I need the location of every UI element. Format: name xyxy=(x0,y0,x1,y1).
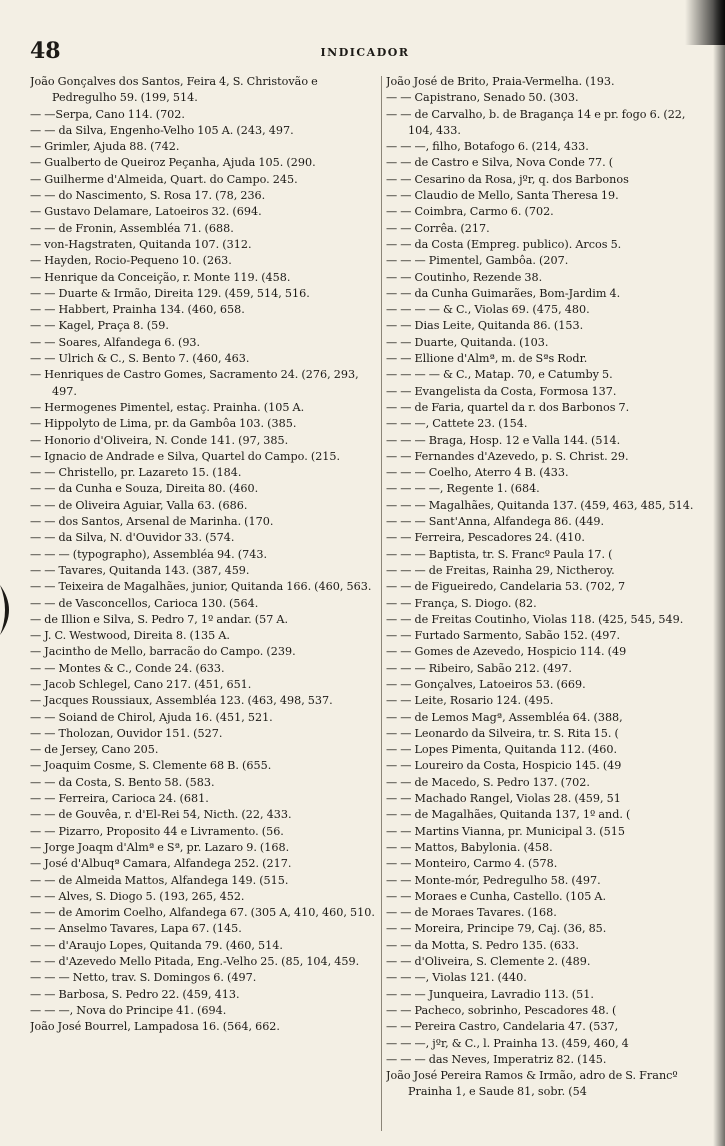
directory-entry: — — da Costa (Empreg. publico). Arcos 5. xyxy=(386,237,622,251)
directory-entry: — — de Amorim Coelho, Alfandega 67. (305 A, 410, 460, 510. xyxy=(30,906,375,920)
directory-entry: — — Pereira Castro, Candelaria 47. (537, xyxy=(386,1020,619,1034)
directory-entry: — — — de Freitas, Rainha 29, Nictheroy. xyxy=(386,563,615,577)
directory-entry: — — — das Neves, Imperatriz 82. (145. xyxy=(386,1052,607,1066)
directory-entry: — — Dias Leite, Quitanda 86. (153. xyxy=(386,319,584,333)
directory-entry: — — — Coelho, Aterro 4 B. (433. xyxy=(386,466,569,480)
directory-entry: — — da Cunha e Souza, Direita 80. (460. xyxy=(30,482,259,496)
directory-entry: — —Serpa, Cano 114. (702. xyxy=(30,107,185,121)
page-header xyxy=(30,38,700,68)
directory-entry: — — de Vasconcellos, Carioca 130. (564. xyxy=(30,596,259,610)
directory-entry: — — Monte-mór, Pedregulho 58. (497. xyxy=(386,873,601,887)
directory-entry: — — da Silva, Engenho-Velho 105 A. (243, 497. xyxy=(30,123,294,137)
directory-entry: — — Alves, S. Diogo 5. (193, 265, 452. xyxy=(30,889,245,903)
directory-entry: — — Christello, pr. Lazareto 15. (184. xyxy=(30,466,242,480)
directory-entry: — — Pacheco, sobrinho, Pescadores 48. ( xyxy=(386,1003,617,1017)
directory-entry: — — Tavares, Quitanda 143. (387, 459. xyxy=(30,563,250,577)
directory-entry: — — Soiand de Chirol, Ajuda 16. (451, 521. xyxy=(30,710,273,724)
directory-entry: — — de Lemos Magª, Assembléa 64. (388, xyxy=(386,710,623,724)
directory-entry: — — Moreira, Principe 79, Caj. (36, 85. xyxy=(386,922,607,936)
directory-entry: — — Coimbra, Carmo 6. (702. xyxy=(386,205,554,219)
directory-entry: — — — — & C., Matap. 70, e Catumby 5. xyxy=(386,368,613,382)
directory-entry: — — —, Nova do Principe 41. (694. xyxy=(30,1003,227,1017)
directory-entry: — — Fernandes d'Azevedo, p. S. Christ. 29. xyxy=(386,449,629,463)
directory-entry: — — da Silva, N. d'Ouvidor 33. (574. xyxy=(30,531,235,545)
directory-entry: — — Montes & C., Conde 24. (633. xyxy=(30,661,225,675)
directory-entry: — — de Moraes Tavares. (168. xyxy=(386,906,557,920)
directory-entry: — — Leonardo da Silveira, tr. S. Rita 15. ( xyxy=(386,726,619,740)
directory-entry: — — —, Cattete 23. (154. xyxy=(386,417,528,431)
directory-entry: — — da Motta, S. Pedro 135. (633. xyxy=(386,938,579,952)
directory-entry: — Gualberto de Queiroz Peçanha, Ajuda 105. (290. xyxy=(30,156,316,170)
directory-entry: — — Claudio de Mello, Santa Theresa 19. xyxy=(386,189,619,203)
directory-entry: — — d'Azevedo Mello Pitada, Eng.-Velho 25. (85, 104, 459. xyxy=(30,955,360,969)
directory-entry: — Hippolyto de Lima, pr. da Gambôa 103. (385. xyxy=(30,417,297,431)
left-column xyxy=(30,74,378,1136)
directory-entry: — — — —, Regente 1. (684. xyxy=(386,482,540,496)
page-number: 48 xyxy=(30,38,61,64)
directory-entry: — — Capistrano, Senado 50. (303. xyxy=(386,91,579,105)
directory-entry: — — Furtado Sarmento, Sabão 152. (497. xyxy=(386,629,621,643)
directory-entry: — — de Oliveira Aguiar, Valla 63. (686. xyxy=(30,498,248,512)
directory-entry: — Honorio d'Oliveira, N. Conde 141. (97, 385. xyxy=(30,433,289,447)
directory-entry: — — Ferreira, Pescadores 24. (410. xyxy=(386,531,585,545)
directory-entry: — — Coutinho, Rezende 38. xyxy=(386,270,543,284)
directory-entry: — de Jersey, Cano 205. xyxy=(30,743,159,757)
directory-entry: — Ignacio de Andrade e Silva, Quartel do Campo. (215. xyxy=(30,449,341,463)
directory-entry: — Jorge Joaqm d'Almª e Sª, pr. Lazaro 9. (168. xyxy=(30,840,290,854)
directory-entry: — — de Magalhães, Quitanda 137, 1º and. ( xyxy=(386,808,631,822)
directory-entry: — — Tholozan, Ouvidor 151. (527. xyxy=(30,726,223,740)
directory-entry: — — Ellione d'Almª, m. de Sªs Rodr. xyxy=(386,352,588,366)
directory-entry: — — dos Santos, Arsenal de Marinha. (170. xyxy=(30,515,274,529)
directory-entry: — — —, Violas 121. (440. xyxy=(386,971,527,985)
directory-entry: — — França, S. Diogo. (82. xyxy=(386,596,537,610)
directory-entry: — — — Netto, trav. S. Domingos 6. (497. xyxy=(30,971,257,985)
directory-entry: — — da Cunha Guimarães, Bom-Jardim 4. xyxy=(386,286,621,300)
directory-entry: — — Leite, Rosario 124. (495. xyxy=(386,694,554,708)
directory-entry: — Hayden, Rocio-Pequeno 10. (263. xyxy=(30,254,232,268)
binding-mark-icon xyxy=(0,580,22,640)
directory-entry: — — Moraes e Cunha, Castello. (105 A. xyxy=(386,889,607,903)
directory-entry: João Gonçalves dos Santos, Feira 4, S. Christovão e Pedregulho 59. (199, 514. xyxy=(30,75,318,105)
directory-entry: — — —, filho, Botafogo 6. (214, 433. xyxy=(386,140,589,154)
directory-entry: — — Duarte, Quitanda. (103. xyxy=(386,335,549,349)
directory-entry: — Jacob Schlegel, Cano 217. (451, 651. xyxy=(30,677,252,691)
directory-entry: — — Ulrich & C., S. Bento 7. (460, 463. xyxy=(30,352,250,366)
directory-entry: — — — Magalhães, Quitanda 137. (459, 463, 485, 514. xyxy=(386,498,694,512)
directory-entry: — — — Sant'Anna, Alfandega 86. (449. xyxy=(386,515,605,529)
directory-entry: — — de Freitas Coutinho, Violas 118. (425, 545, 549. xyxy=(386,612,684,626)
directory-entry: — Henriques de Castro Gomes, Sacramento 24. (276, 293, 497. xyxy=(30,368,359,398)
directory-entry: — J. C. Westwood, Direita 8. (135 A. xyxy=(30,629,230,643)
directory-entry: — — de Macedo, S. Pedro 137. (702. xyxy=(386,775,590,789)
directory-entry: — Jacques Roussiaux, Assembléa 123. (463, 498, 537. xyxy=(30,694,333,708)
directory-entry: — Gustavo Delamare, Latoeiros 32. (694. xyxy=(30,205,262,219)
directory-entry: — — Gomes de Azevedo, Hospicio 114. (49 xyxy=(386,645,627,659)
directory-entry: — — de Figueiredo, Candelaria 53. (702, 7 xyxy=(386,580,626,594)
directory-entry: — — Lopes Pimenta, Quitanda 112. (460. xyxy=(386,743,618,757)
running-title: INDICADOR xyxy=(320,46,410,59)
directory-entry: — — Barbosa, S. Pedro 22. (459, 413. xyxy=(30,987,240,1001)
directory-entry: — — Evangelista da Costa, Formosa 137. xyxy=(386,384,617,398)
directory-entry: — — Duarte & Irmão, Direita 129. (459, 514, 516. xyxy=(30,286,310,300)
directory-entry: — de Illion e Silva, S. Pedro 7, 1º andar. (57 A. xyxy=(30,612,289,626)
directory-entry: — — — (typographo), Assembléa 94. (743. xyxy=(30,547,268,561)
directory-entry: — — — Ribeiro, Sabão 212. (497. xyxy=(386,661,572,675)
directory-entry: — Jacintho de Mello, barracão do Campo. (239. xyxy=(30,645,296,659)
directory-entry: — Joaquim Cosme, S. Clemente 68 B. (655. xyxy=(30,759,272,773)
directory-entry: — — d'Oliveira, S. Clemente 2. (489. xyxy=(386,955,591,969)
directory-entry: — — Habbert, Prainha 134. (460, 658. xyxy=(30,303,245,317)
directory-entry: — — da Costa, S. Bento 58. (583. xyxy=(30,775,215,789)
directory-entry: — — — Junqueira, Lavradio 113. (51. xyxy=(386,987,594,1001)
directory-entry: — — Ferreira, Carioca 24. (681. xyxy=(30,792,209,806)
directory-entry: — — — Pimentel, Gambôa. (207. xyxy=(386,254,569,268)
directory-entry: — Hermogenes Pimentel, estaç. Prainha. (105 A. xyxy=(30,400,305,414)
directory-entry: — — de Castro e Silva, Nova Conde 77. ( xyxy=(386,156,614,170)
directory-entry: — — Mattos, Babylonia. (458. xyxy=(386,840,553,854)
directory-entry: — — Gonçalves, Latoeiros 53. (669. xyxy=(386,677,586,691)
directory-entry: — Guilherme d'Almeida, Quart. do Campo. 245. xyxy=(30,172,298,186)
directory-entry: — — de Fronin, Assembléa 71. (688. xyxy=(30,221,234,235)
directory-entry: — — — — & C., Violas 69. (475, 480. xyxy=(386,303,590,317)
directory-entry: — — de Faria, quartel da r. dos Barbonos 7. xyxy=(386,400,630,414)
directory-entry: — — Loureiro da Costa, Hospicio 145. (49 xyxy=(386,759,622,773)
directory-entry: — — Machado Rangel, Violas 28. (459, 51 xyxy=(386,792,621,806)
directory-entry: — — Soares, Alfandega 6. (93. xyxy=(30,335,201,349)
directory-entry: — — Teixeira de Magalhães, junior, Quitanda 166. (460, 563. xyxy=(30,580,372,594)
directory-entry: — — de Carvalho, b. de Bragança 14 e pr. fogo 6. (22, 104, 433. xyxy=(386,107,686,137)
page-edge-shadow xyxy=(713,0,725,1146)
directory-entry: — — —, jºr, & C., l. Prainha 13. (459, 460, 4 xyxy=(386,1036,629,1050)
directory-entry: — Grimler, Ajuda 88. (742. xyxy=(30,140,180,154)
right-column xyxy=(386,74,708,1136)
directory-entry: — — Pizarro, Proposito 44 e Livramento. (56. xyxy=(30,824,284,838)
directory-entry: — — d'Araujo Lopes, Quitanda 79. (460, 514. xyxy=(30,938,283,952)
directory-entry: — José d'Albuqª Camara, Alfandega 252. (217. xyxy=(30,857,292,871)
directory-entry: João José Bourrel, Lampadosa 16. (564, 662. xyxy=(30,1020,280,1034)
directory-entry: — — Kagel, Praça 8. (59. xyxy=(30,319,169,333)
directory-entry: — — Cesarino da Rosa, jºr, q. dos Barbonos xyxy=(386,172,629,186)
directory-entry: — — Monteiro, Carmo 4. (578. xyxy=(386,857,558,871)
directory-entry: — — do Nascimento, S. Rosa 17. (78, 236. xyxy=(30,189,266,203)
directory-entry: — — Anselmo Tavares, Lapa 67. (145. xyxy=(30,922,242,936)
directory-entry: — Henrique da Conceição, r. Monte 119. (458. xyxy=(30,270,291,284)
column-divider xyxy=(381,76,382,1131)
directory-entry: — — — Baptista, tr. S. Francº Paula 17. ( xyxy=(386,547,613,561)
directory-entry: — — Corrêa. (217. xyxy=(386,221,490,235)
directory-entry: João José de Brito, Praia-Vermelha. (193. xyxy=(386,75,615,88)
directory-entry: — — — Braga, Hosp. 12 e Valla 144. (514. xyxy=(386,433,621,447)
directory-entry: João José Pereira Ramos & Irmão, adro de S. Francº Prainha 1, e Saude 81, sobr. (54 xyxy=(386,1069,678,1099)
directory-entry: — — de Almeida Mattos, Alfandega 149. (515. xyxy=(30,873,289,887)
directory-entry: — von-Hagstraten, Quitanda 107. (312. xyxy=(30,237,252,251)
directory-entry: — — de Gouvêa, r. d'El-Rei 54, Nicth. (22, 433. xyxy=(30,808,292,822)
directory-entry: — — Martins Vianna, pr. Municipal 3. (515 xyxy=(386,824,625,838)
